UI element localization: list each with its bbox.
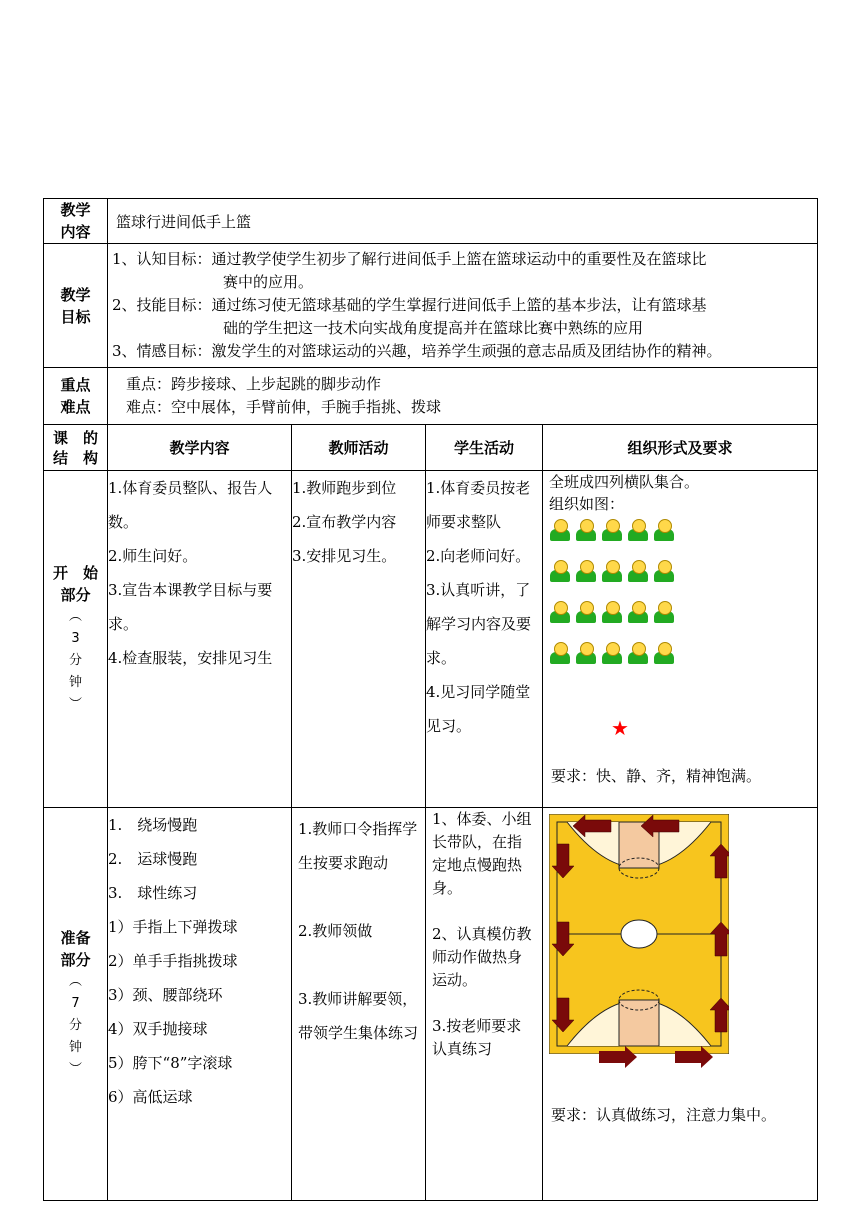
student-icon <box>601 642 623 664</box>
center-circle <box>621 920 657 948</box>
student-icon <box>627 601 649 623</box>
content-header: 教学内容 <box>108 425 292 471</box>
student-icon <box>601 560 623 582</box>
student-icon <box>575 642 597 664</box>
student-icon <box>627 642 649 664</box>
objective-2: 2、技能目标：通过练习使无篮球基础的学生掌握行进间低手上篮的基本步法，让有篮球基 <box>112 296 707 314</box>
student-icon <box>627 519 649 541</box>
start-org: 全班成四列横队集合。 组织如图： ★ 要求：快、静、齐，精神饱满。 <box>543 471 818 808</box>
prep-student: 1、体委、小组长带队，在指定地点慢跑热身。 2、认真模仿教师动作做热身运动。 3.按老师要求认真练习 <box>426 808 543 1201</box>
student-icon <box>627 560 649 582</box>
formation-row-3 <box>549 601 811 623</box>
prep-section-label: 准备 部分 ︵ 7 分 钟 ︶ <box>44 808 108 1201</box>
student-icon <box>575 601 597 623</box>
formation-row-2 <box>549 560 811 582</box>
teacher-header: 教师活动 <box>292 425 426 471</box>
student-icon <box>549 601 571 623</box>
start-content: 1.体育委员整队、报告人数。 2.师生问好。 3.宣告本课教学目标与要求。 4.检查服装，安排见习生 <box>108 471 292 808</box>
org-header: 组织形式及要求 <box>543 425 818 471</box>
start-teacher: 1.教师跑步到位 2.宣布教学内容 3.安排见习生。 <box>292 471 426 808</box>
formation-diagram <box>549 519 811 664</box>
lesson-plan-table <box>43 198 818 1201</box>
arrow-right-icon <box>675 1046 713 1068</box>
content-label: 教学 内容 <box>44 199 108 244</box>
prep-content: 1. 绕场慢跑 2. 运球慢跑 3. 球性练习 1）手指上下弹拨球 2）单手手指挑拨球 3）颈、腰部绕环 4）双手抛接球 5）胯下“8”字滚球 6）高低运球 <box>108 808 292 1201</box>
teacher-star-icon: ★ <box>611 716 629 740</box>
difficult-point: 难点：空中展体，手臂前伸，手腕手指挑、拨球 <box>126 398 442 416</box>
student-icon <box>549 519 571 541</box>
keypoints-text <box>108 368 818 425</box>
structure-header: 课 的 结 构 <box>44 425 108 471</box>
prep-org <box>543 808 818 1201</box>
student-icon <box>575 560 597 582</box>
student-icon <box>575 519 597 541</box>
student-icon <box>653 642 675 664</box>
prep-teacher: 1.教师口令指挥学生按要求跑动 2.教师领做 3.教师讲解要领，带领学生集体练习 <box>292 808 426 1201</box>
content-text: 篮球行进间低手上篮 <box>108 199 818 244</box>
bottom-arrows <box>597 1046 717 1068</box>
start-student: 1.体育委员按老师要求整队 2.向老师问好。 3.认真听讲，了解学习内容及要求。 4.见习同学随堂见习。 <box>426 471 543 808</box>
basketball-court-diagram <box>549 814 729 1054</box>
formation-row-1 <box>549 519 811 541</box>
objectives-label: 教学 目标 <box>44 244 108 368</box>
key-point: 重点：跨步接球、上步起跳的脚步动作 <box>126 375 382 393</box>
student-icon <box>601 601 623 623</box>
objective-2-cont: 础的学生把这一技术向实战角度提高并在篮球比赛中熟练的应用 <box>223 319 644 337</box>
start-section-label: 开 始 部分 ︵ 3 分 钟 ︶ <box>44 471 108 808</box>
keypoints-label: 重点 难点 <box>44 368 108 425</box>
bottom-key <box>619 1000 659 1046</box>
court-svg <box>549 814 729 1054</box>
start-requirement: 要求：快、静、齐，精神饱满。 <box>551 767 762 785</box>
student-icon <box>601 519 623 541</box>
student-icon <box>653 601 675 623</box>
arrow-right-icon <box>599 1046 637 1068</box>
prep-requirement: 要求：认真做练习，注意力集中。 <box>551 1106 777 1124</box>
objectives-text <box>108 244 818 368</box>
formation-row-4 <box>549 642 811 664</box>
student-header: 学生活动 <box>426 425 543 471</box>
student-icon <box>653 560 675 582</box>
objective-1: 1、认知目标：通过教学使学生初步了解行进间低手上篮在篮球运动中的重要性及在篮球比 <box>112 250 707 268</box>
student-icon <box>549 642 571 664</box>
objective-1-cont: 赛中的应用。 <box>223 273 314 291</box>
objective-3: 3、情感目标：激发学生的对篮球运动的兴趣，培养学生顽强的意志品质及团结协作的精神。 <box>112 342 722 360</box>
student-icon <box>653 519 675 541</box>
student-icon <box>549 560 571 582</box>
